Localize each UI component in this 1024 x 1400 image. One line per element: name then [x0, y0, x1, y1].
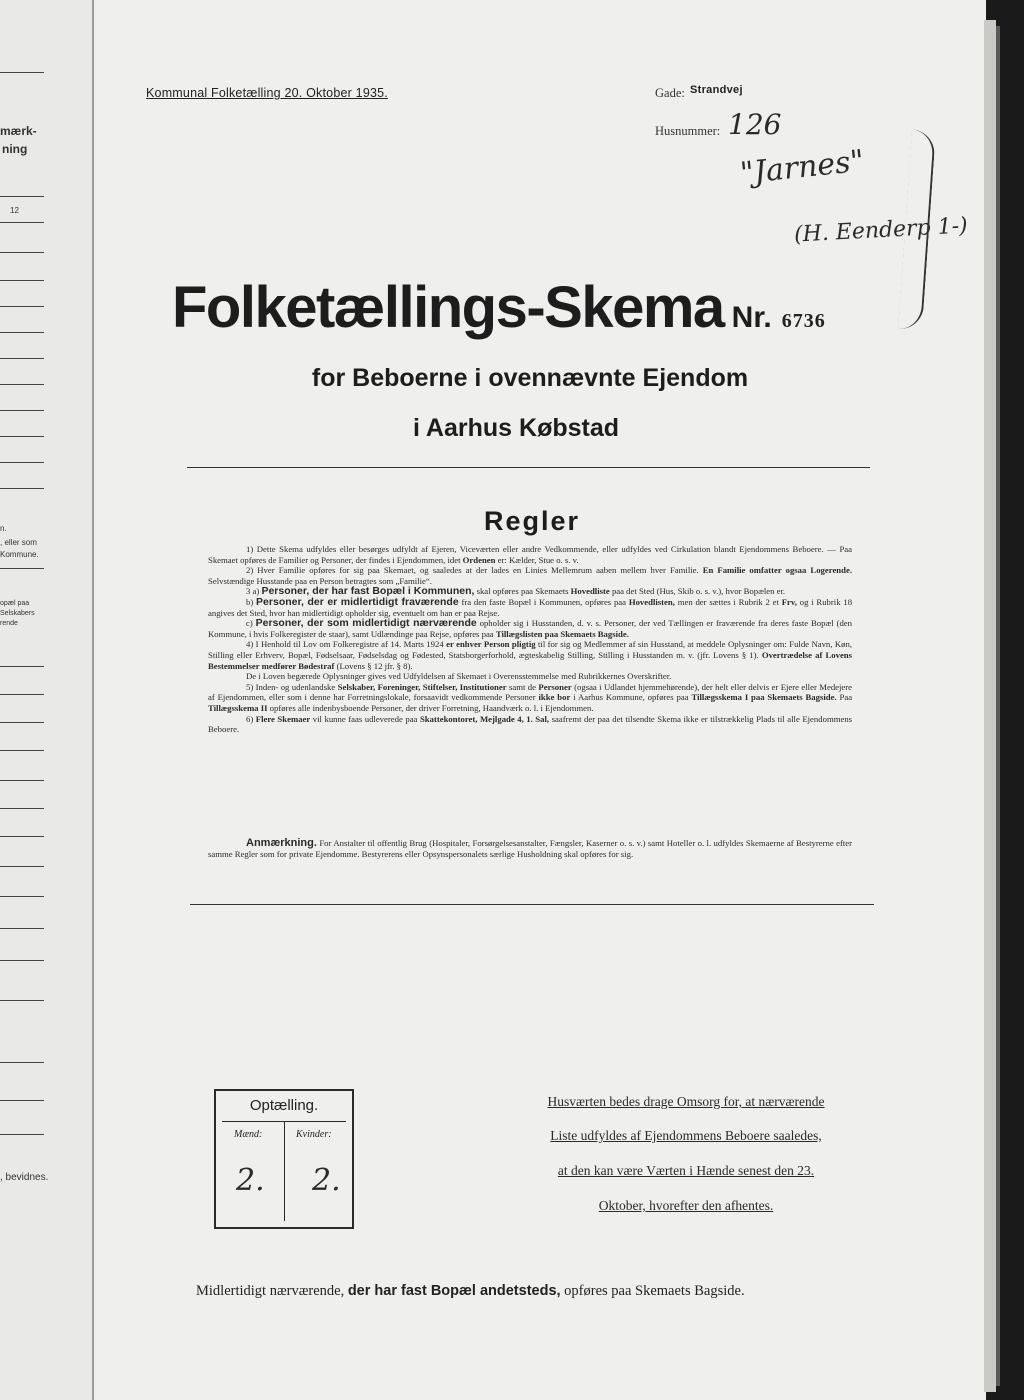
street-value: Strandvej [690, 84, 743, 96]
tally-divider [284, 1121, 285, 1221]
tally-box [214, 1089, 354, 1229]
divider [187, 467, 870, 468]
rule-2: 2) Hver Familie opføres for sig paa Skemaet, og saaledes at der lades en Linies Mellemrum aaben mellem hver Familie. En Familie omfatter ogsaa Logerende. Selvstændige Husstande paa en Person betragtes som „Familie“. [208, 565, 853, 586]
left-page-text: opæl paa [0, 600, 30, 607]
left-page-rule [0, 1100, 44, 1101]
left-page-fragment [0, 0, 96, 1400]
left-page-rule [0, 836, 44, 837]
house-number-label: Husnummer: [655, 124, 721, 138]
left-page-rule [0, 358, 44, 359]
left-page-rule [0, 280, 44, 281]
left-page-text: , bevidnes. [0, 1172, 49, 1183]
left-page-rule [0, 780, 44, 781]
left-page-text: , eller som [0, 538, 37, 547]
left-page-rule [0, 1134, 44, 1135]
left-page-rule [0, 488, 44, 489]
page-edge [984, 20, 996, 1392]
house-number-value: 126 [728, 108, 782, 141]
rule-6: 6) Flere Skemaer vil kunne faas udleverede paa Skattekontoret, Mejlgade 4, 1. Sal, saafremt der paa det tilsendte Skema ikke er tilstrækkelig Plads til alle Ejendommens Beboere. [208, 713, 853, 735]
divider [190, 904, 874, 905]
landlord-notice-line: Husværten bedes drage Omsorg for, at nærværende [547, 1094, 825, 1109]
form-subtitle-location: i Aarhus Købstad [412, 414, 620, 442]
left-page-rule [0, 252, 44, 253]
handwritten-name: "Jarnes" [738, 143, 866, 192]
left-page-text: Kommune. [0, 550, 39, 559]
form-number-label: Nr. [731, 301, 772, 334]
left-page-rule [0, 462, 44, 463]
left-page-text: n. [0, 524, 7, 533]
left-page-text: Selskabers [0, 610, 35, 617]
left-page-rule [0, 694, 44, 695]
left-page-rule [0, 866, 44, 867]
rule-5: 5) Inden- og udenlandske Selskaber, Foreninger, Stiftelser, Institutioner samt de Personer (ogsaa i Udlandet hjemmehørende), der helt eller delvis er Ejere eller Medejere af Ejendommen, eller som i denne har Forretningslokale, forsaavidt vedkommende Personer ikke bor i Aarhus Kommune, opføres paa Tillægsskema I paa Skemaets Bagside. Paa Tillægsskema II opføres alle indenbysboende Personer, der driver Forretning, Haandværk o. l. i Ejendommen. [208, 681, 853, 713]
tally-title: Optælling. [249, 1097, 319, 1114]
left-page-rule [0, 750, 44, 751]
landlord-notice-line: Liste udfyldes af Ejendommens Beboere saaledes, [550, 1128, 822, 1143]
left-page-rule [0, 1062, 44, 1063]
rules-heading: Regler [483, 506, 581, 536]
rule-3a: 3 a) Personer, der har fast Bopæl i Kommunen, skal opføres paa Skemaets Hovedliste paa det Sted (Hus, Skib o. s. v.), hvor Bopælen er. [246, 585, 786, 598]
left-page-rule [0, 666, 44, 667]
landlord-notice-line: Oktober, hvorefter den afhentes. [598, 1198, 774, 1213]
page-edge-shadow [996, 26, 1000, 1386]
remark [208, 838, 852, 860]
handwritten-note: (H. Eenderp 1-) [793, 213, 969, 248]
left-page-rule [0, 722, 44, 723]
remark-label: Anmærkning. [246, 837, 317, 849]
left-page-rule [0, 222, 44, 223]
remark-text: For Anstalter til offentlig Brug (Hospitaler, Forsørgelsesanstalter, Fængsler, Kaserner o. s. v.) samt Hoteller o. l. udfyldes Skemaerne af Bestyrerne efter samme Regler som for private Ejendomme. Bestyrerens eller Opsynspersonalets særlige Husholdning skal opføres for sig. [208, 838, 852, 859]
left-page-rule [0, 568, 44, 569]
rule-3b: b) Personer, der er midlertidigt fraværende fra den faste Bopæl i Kommunen, opføres paa Hovedlisten, men der sættes i Rubrik 2 et Frv, og i Rubrik 18 angives det Sted, hvor han midlertidigt opholder sig, eventuelt om han er paa Rejse. [208, 595, 853, 618]
rules-text [208, 544, 852, 735]
rule-4: 4) I Henhold til Lov om Folkeregistre af 14. Marts 1924 er enhver Person pligtig til for sig og Medlemmer af sin Husstand, at meddele Oplysninger om: Fulde Navn, Køn, Stilling eller Erhverv, Bopæl, Fødselsaar, Fødselsdag og Fødested, Statsborgerforhold, ægteskabelig Stilling, Stilling i Husstanden m. v. (jfr. Lovens § 1). Overtrædelse af Lovens Bestemmelser medfører Bødestraf (Lovens § 12 jfr. § 8). [208, 639, 853, 671]
rule-1: 1) Dette Skema udfyldes eller besørges udfyldt af Ejeren, Viceværten eller andre Vedkommende, eller udfyldes ved Cirkulation blandt Ejendommens Beboere. — Paa Skemaet opføres de Familier og Personer, der findes i Ejendommen, idet Ordenen er: Kælder, Stue o. s. v. [208, 544, 852, 565]
tally-men-value: 2. [236, 1163, 265, 1198]
left-page-rule [0, 332, 44, 333]
left-page-text: rende [0, 620, 18, 627]
tally-women-label: Kvinder: [296, 1129, 332, 1140]
form-title [172, 274, 826, 341]
left-page-rule [0, 896, 44, 897]
left-page-rule [0, 808, 44, 809]
footer-instruction: Midlertidigt nærværende, der har fast Bopæl andetsteds, opføres paa Skemaets Bagside. [196, 1283, 745, 1299]
tally-men-label: Mænd: [234, 1129, 263, 1140]
left-page-rule [0, 1000, 44, 1001]
left-page-text: 12 [10, 206, 19, 215]
street-label: Gade: [655, 86, 685, 100]
left-page-rule [0, 928, 44, 929]
left-page-text: ning [2, 142, 28, 156]
rule-4b: De i Loven begærede Oplysninger gives ved Udfyldelsen af Skemaet i Overensstemmelse med Rubrikkernes Overskrifter. [246, 671, 672, 682]
left-page-rule [0, 196, 44, 197]
form-title-main: Folketællings-Skema [172, 275, 724, 340]
form-number: 6736 [781, 310, 826, 332]
tally-women-value: 2. [312, 1163, 341, 1198]
landlord-notice-line: at den kan være Værten i Hænde senest den 23. [557, 1163, 815, 1178]
left-page-rule [0, 72, 44, 73]
form-subtitle: for Beboerne i ovennævnte Ejendom [311, 364, 749, 392]
rule-3c: c) Personer, der som midlertidigt nærværende opholder sig i Husstanden, d. v. s. Personer, der ved Tællingen er fraværende fra deres faste Bopæl (den Kommune, i hvis Folkeregister de staar), samt Udlændinge paa Rejse, opføres paa Tillægslisten paa Skemaets Bagside. [208, 617, 853, 639]
left-page-rule [0, 960, 44, 961]
census-header-label: Kommunal Folketælling 20. Oktober 1935. [146, 86, 388, 100]
left-page-text: mærk- [0, 124, 37, 138]
left-page-rule [0, 410, 44, 411]
left-page-rule [0, 306, 44, 307]
